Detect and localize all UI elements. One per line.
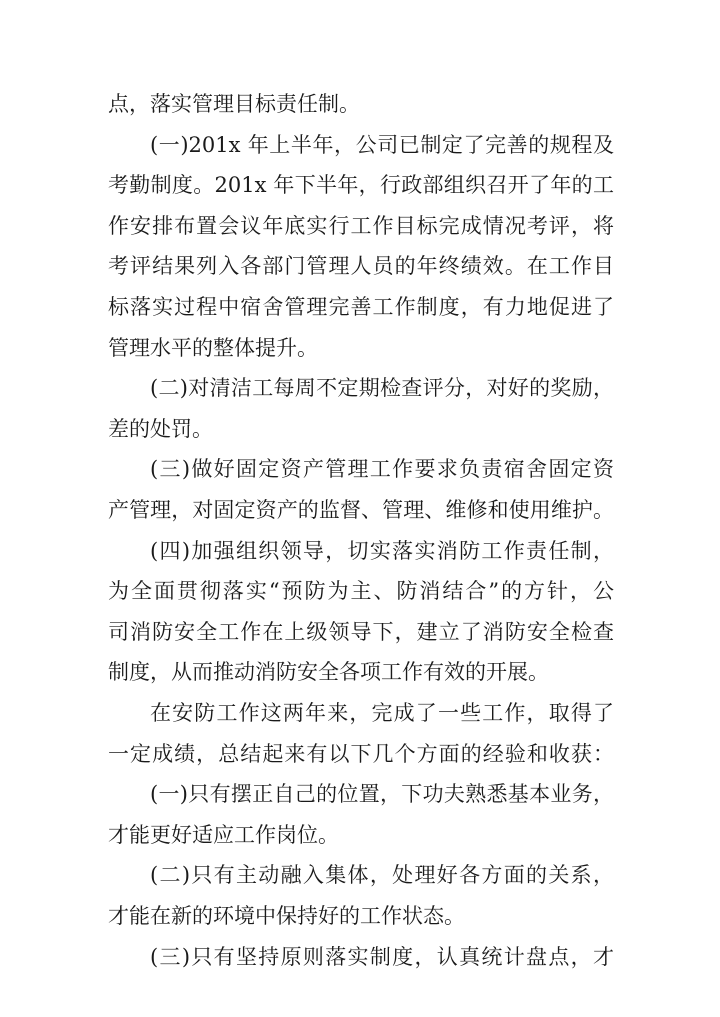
- paragraph-line: 作安排布置会议年底实行工作目标完成情况考评，将: [108, 213, 614, 238]
- paragraph-line: 考评结果列入各部门管理人员的年终绩效。在工作目: [108, 254, 614, 279]
- paragraph-line: 考勤制度。201x 年下半年，行政部组织召开了年的工: [108, 173, 614, 198]
- paragraph-line: 差的处罚。: [108, 416, 213, 441]
- paragraph-line: 制度，从而推动消防安全各项工作有效的开展。: [108, 660, 549, 685]
- paragraph-line: 司消防安全工作在上级领导下，建立了消防安全检查: [108, 619, 614, 644]
- paragraph-line: 管理水平的整体提升。: [108, 335, 318, 360]
- paragraph-line: (一)只有摆正自己的位置，下功夫熟悉基本业务，: [150, 782, 614, 807]
- paragraph-line: 一定成绩，总结起来有以下几个方面的经验和收获：: [108, 741, 614, 766]
- paragraph-line: (三)做好固定资产管理工作要求负责宿舍固定资: [150, 457, 614, 482]
- paragraph-line: (二)对清洁工每周不定期检查评分，对好的奖励，: [150, 376, 614, 401]
- paragraph-line: 才能更好适应工作岗位。: [108, 822, 339, 847]
- paragraph-line: (一)201x 年上半年，公司已制定了完善的规程及: [150, 132, 614, 157]
- paragraph-line: 产管理，对固定资产的监督、管理、维修和使用维护。: [108, 498, 614, 522]
- paragraph-line: 在安防工作这两年来，完成了一些工作，取得了: [150, 701, 614, 725]
- paragraph-line: (四)加强组织领导，切实落实消防工作责任制，: [150, 538, 614, 563]
- paragraph-line: 标落实过程中宿舍管理完善工作制度，有力地促进了: [108, 295, 614, 319]
- paragraph-line: 才能在新的环境中保持好的工作状态。: [108, 904, 465, 928]
- paragraph-line: 为全面贯彻落实“预防为主、防消结合”的方针，公: [108, 579, 614, 604]
- paragraph-line: (二)只有主动融入集体，处理好各方面的关系，: [150, 863, 614, 888]
- paragraph-line: (三)只有坚持原则落实制度，认真统计盘点，才: [150, 944, 614, 969]
- paragraph-line: 点，落实管理目标责任制。: [108, 92, 360, 116]
